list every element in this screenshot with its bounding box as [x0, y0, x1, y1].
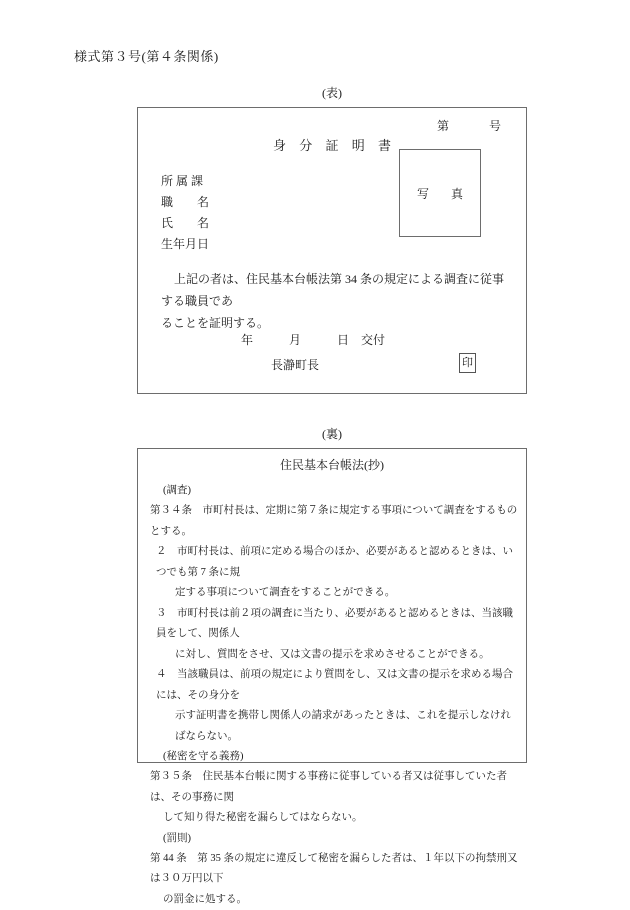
front-side-label: (表)	[137, 84, 527, 101]
certification-statement-line-2: ることを証明する。	[161, 312, 509, 334]
law-text-line: 定する事項について調査をすることができる。	[156, 583, 518, 604]
photo-placeholder-box	[399, 149, 481, 237]
law-section-heading: (調査)	[150, 481, 518, 501]
law-paragraph	[150, 542, 518, 604]
form-number-heading: 様式第３号(第４条関係)	[74, 46, 219, 65]
law-article	[150, 767, 518, 829]
identity-field-list	[161, 171, 209, 255]
certification-statement-line-1: 上記の者は、住民基本台帳法第 34 条の規定による調査に従事する職員であ	[161, 268, 509, 312]
field-name: 氏 名	[161, 213, 209, 234]
law-article	[150, 501, 518, 542]
law-section-heading: (罰則)	[150, 829, 518, 849]
field-date-of-birth: 生年月日	[161, 234, 209, 255]
field-department: 所 属 課	[161, 171, 209, 192]
law-text-line: 第３５条 住民基本台帳に関する事務に従事している者又は従事していた者は、その事務に関	[150, 767, 518, 808]
id-card-back	[137, 448, 527, 763]
law-paragraph	[150, 604, 518, 666]
law-text-line: ２ 市町村長は、前項に定める場合のほか、必要があると認めるときは、いつでも第 7 条に規	[156, 542, 518, 583]
law-excerpt-body	[150, 481, 518, 910]
issuer-mayor-label: 長瀞町長	[271, 356, 319, 373]
certificate-title: 身 分 証 明 書	[138, 135, 526, 154]
law-paragraph	[150, 665, 518, 747]
document-number-field: 第 号	[437, 117, 502, 134]
law-title: 住民基本台帳法(抄)	[138, 456, 526, 473]
certification-statement	[161, 268, 509, 334]
law-article	[150, 849, 518, 910]
law-text-line: ４ 当該職員は、前項の規定により質問をし、又は文書の提示を求める場合には、その身分を	[156, 665, 518, 706]
field-job-title: 職 名	[161, 192, 209, 213]
law-text-line: 第３４条 市町村長は、定期に第７条に規定する事項について調査をするものとする。	[150, 501, 518, 542]
law-text-line: して知り得た秘密を漏らしてはならない。	[150, 808, 518, 829]
law-text-line: 示す証明書を携帯し関係人の請求があったときは、これを提示しなければならない。	[156, 706, 518, 747]
seal-stamp-box: 印	[459, 353, 476, 373]
law-section-heading: (秘密を守る義務)	[150, 747, 518, 767]
id-card-front	[137, 107, 527, 394]
law-text-line: に対し、質問をさせ、又は文書の提示を求めさせることができる。	[156, 645, 518, 666]
photo-placeholder-label: 写 真	[412, 185, 468, 202]
law-text-line: ３ 市町村長は前２項の調査に当たり、必要があると認めるときは、当該職員をして、関係人	[156, 604, 518, 645]
law-text-line: 第 44 条 第 35 条の規定に違反して秘密を漏らした者は、１年以下の拘禁刑又は３０万円以下	[150, 849, 518, 890]
law-text-line: の罰金に処する。	[150, 890, 518, 910]
issue-date-line: 年 月 日 交付	[241, 331, 385, 348]
back-side-label: (裏)	[137, 425, 527, 442]
